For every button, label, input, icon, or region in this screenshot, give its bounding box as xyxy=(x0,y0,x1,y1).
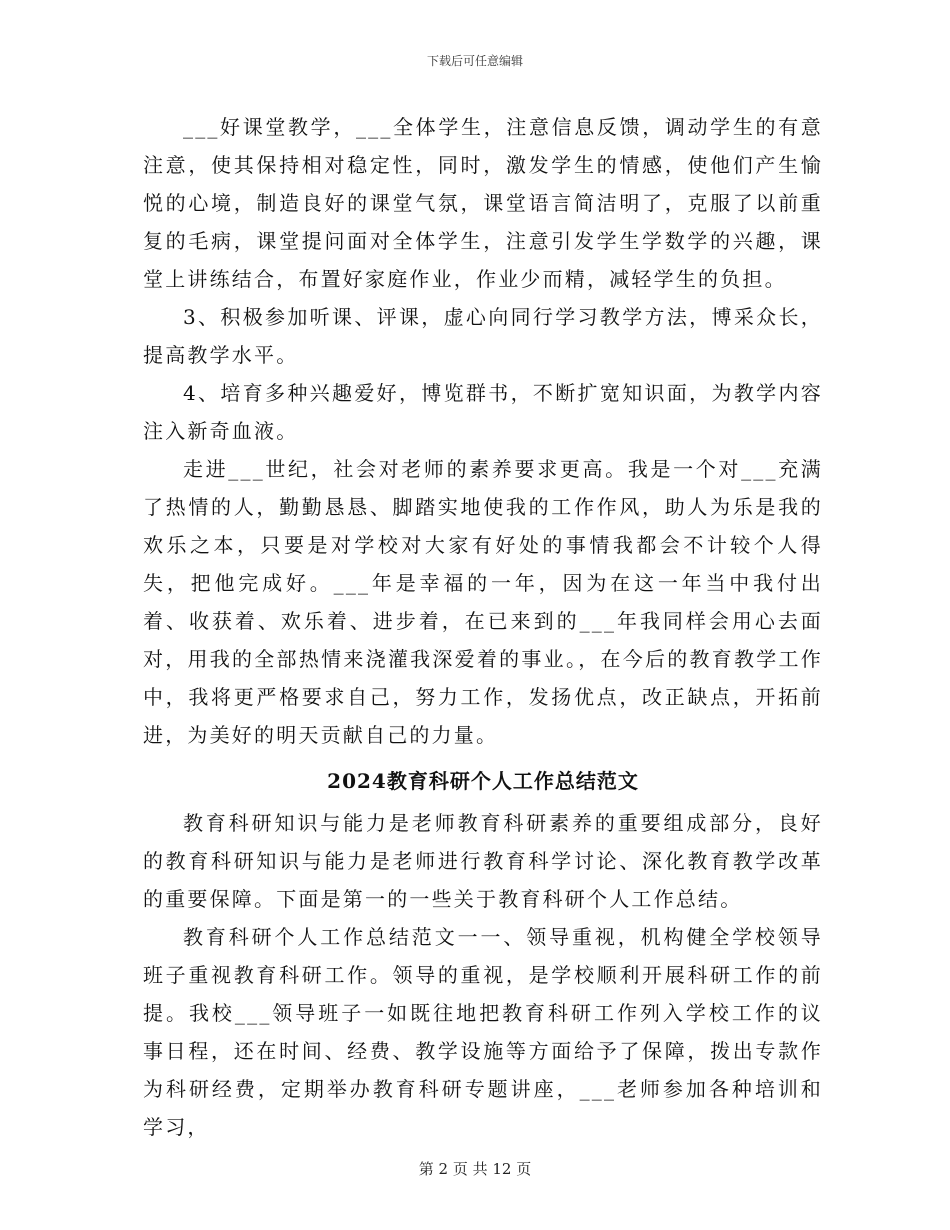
page-header: 下载后可任意编辑 xyxy=(426,54,523,68)
section-title: 2024教育科研个人工作总结范文 xyxy=(327,769,639,793)
paragraph-item-4: 4、培育多种兴趣爱好，博览群书，不断扩宽知识面，为教学内容注入新奇血液。 xyxy=(143,381,823,443)
paragraph-item-3: 3、积极参加听课、评课，虚心向同行学习教学方法，博采众长，提高教学水平。 xyxy=(143,305,823,367)
document-body xyxy=(143,108,823,1146)
paragraph-sample-one: 教育科研个人工作总结范文一一、领导重视，机构健全学校领导班子重视教育科研工作。领导的重视，是学校顺利开展科研工作的前提。我校___领导班子一如既往地把教育科研工作列入学校工作的议事日程，还在时间、经费、教学设施等方面给予了保障，拨出专款作为科研经费，定期举办教育科研专题讲座，___老师参加各种培训和学习， xyxy=(143,925,823,1139)
paragraph-teaching: ___好课堂教学，___全体学生，注意信息反馈，调动学生的有意注意，使其保持相对稳定性，同时，激发学生的情感，使他们产生愉悦的心境，制造良好的课堂气氛，课堂语言简洁明了，克服了以前重复的毛病，课堂提问面对全体学生，注意引发学生学数学的兴趣，课堂上讲练结合，布置好家庭作业，作业少而精，减轻学生的负担。 xyxy=(143,115,823,291)
paragraph-century: 走进___世纪，社会对老师的素养要求更高。我是一个对___充满了热情的人，勤勤恳恳、脚踏实地使我的工作作风，助人为乐是我的欢乐之本，只要是对学校对大家有好处的事情我都会不计较个人得失，把他完成好。___年是幸福的一年，因为在这一年当中我付出着、收获着、欢乐着、进步着，在已来到的___年我同样会用心去面对，用我的全部热情来浇灌我深爱着的事业。，在今后的教育教学工作中，我将更严格要求自己，努力工作，发扬优点，改正缺点，开拓前进，为美好的明天贡献自己的力量。 xyxy=(143,457,823,747)
paragraph-intro: 教育科研知识与能力是老师教育科研素养的重要组成部分，良好的教育科研知识与能力是老师进行教育科学讨论、深化教育教学改革的重要保障。下面是第一的一些关于教育科研个人工作总结。 xyxy=(143,811,823,911)
page-footer: 第 2 页 共 12 页 xyxy=(418,1160,532,1178)
